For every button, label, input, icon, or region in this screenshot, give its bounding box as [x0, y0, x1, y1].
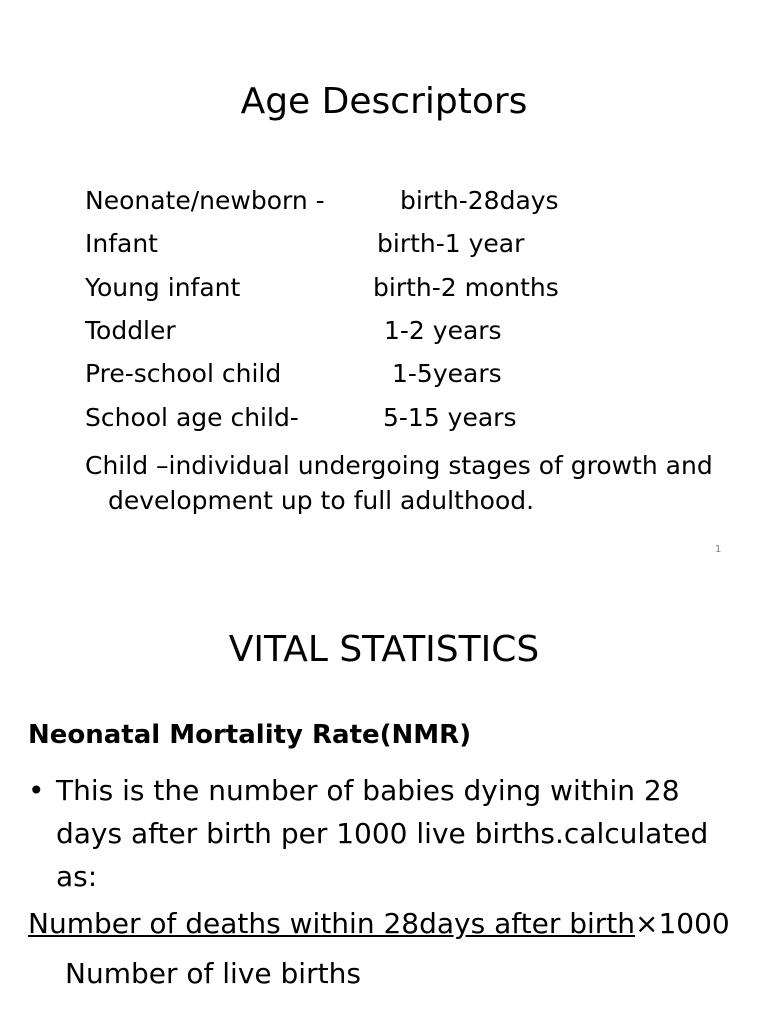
- age-row-school-age: [85, 403, 517, 432]
- age-label: Toddler: [85, 316, 176, 345]
- age-range: birth-1 year: [377, 229, 525, 258]
- numerator-text: Number of deaths within 28days after birth: [28, 907, 636, 940]
- slide-title: Age Descriptors: [240, 81, 528, 122]
- slide-vital-statistics: [0, 576, 768, 1024]
- age-range: 1-5years: [392, 359, 502, 388]
- age-label: Neonate/newborn -: [85, 186, 325, 215]
- bullet-icon: •: [28, 774, 45, 807]
- age-label: Young infant: [85, 273, 241, 302]
- definition-line: development up to full adulthood.: [108, 486, 535, 515]
- age-row-preschool: [85, 359, 502, 388]
- age-range: birth-2 months: [373, 273, 559, 302]
- formula-numerator: [28, 907, 730, 940]
- age-range: birth-28days: [400, 186, 559, 215]
- age-label: Infant: [85, 229, 158, 258]
- section-heading: Neonatal Mortality Rate(NMR): [28, 720, 472, 750]
- child-definition: [85, 448, 725, 518]
- age-row-infant: [85, 229, 525, 258]
- age-row-neonate: [85, 186, 559, 215]
- age-row-toddler: [85, 316, 502, 345]
- formula-denominator: Number of live births: [65, 957, 361, 990]
- bullet-item: [28, 769, 748, 898]
- bullet-text: This is the number of babies dying within 28 days after birth per 1000 live births.calculated as:: [56, 774, 709, 893]
- multiplier-text: ×1000: [635, 907, 730, 940]
- age-label: Pre-school child: [85, 359, 282, 388]
- age-range: 5-15 years: [383, 403, 517, 432]
- age-range: 1-2 years: [384, 316, 502, 345]
- slide-title: VITAL STATISTICS: [228, 629, 540, 670]
- definition-line: Child –individual undergoing stages of growth and: [85, 451, 713, 480]
- age-label: School age child-: [85, 403, 299, 432]
- page-number: 1: [715, 544, 722, 555]
- age-row-young-infant: [85, 273, 559, 302]
